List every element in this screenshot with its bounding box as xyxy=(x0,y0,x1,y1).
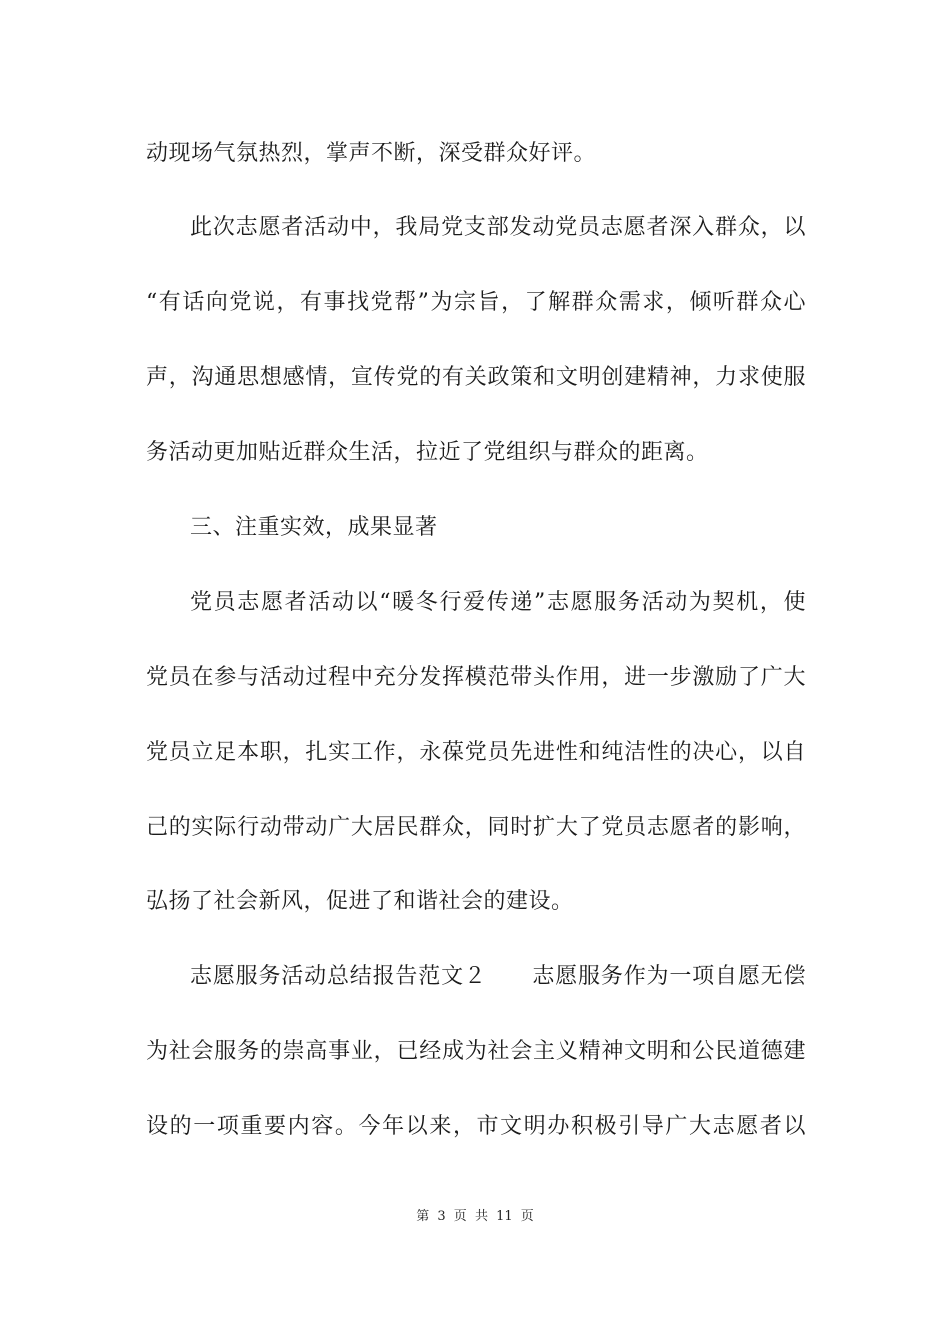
paragraph-line-1: 动现场气氛热烈，掌声不断，深受群众好评。 xyxy=(146,141,597,166)
paragraph-line-7: 党员志愿者活动以“暖冬行爱传递”志愿服务活动为契机，使 xyxy=(190,590,806,615)
paragraph-line-9: 党员立足本职，扎实工作，永葆党员先进性和纯洁性的决心，以自 xyxy=(146,740,806,765)
footer-suffix: 页 xyxy=(520,1209,534,1224)
footer-total-pages: 11 xyxy=(496,1209,513,1224)
footer-current-page: 3 xyxy=(437,1209,446,1224)
paragraph-line-4: 声，沟通思想感情，宣传党的有关政策和文明创建精神，力求使服 xyxy=(146,365,806,390)
paragraph-line-11: 弘扬了社会新风，促进了和谐社会的建设。 xyxy=(146,889,574,914)
footer-total-word: 共 xyxy=(474,1209,488,1224)
paragraph-line-13: 为社会服务的崇高事业，已经成为社会主义精神文明和公民道德建 xyxy=(146,1039,806,1064)
paragraph-line-14: 设的一项重要内容。今年以来，市文明办积极引导广大志愿者以 xyxy=(146,1114,806,1139)
section-heading: 三、注重实效，成果显著 xyxy=(190,515,438,540)
paragraph-line-3: “有话向党说，有事找党帮”为宗旨，了解群众需求，倾听群众心 xyxy=(146,290,806,315)
paragraph-line-12: 志愿服务活动总结报告范文２ 志愿服务作为一项自愿无偿 xyxy=(190,964,806,989)
paragraph-line-2: 此次志愿者活动中，我局党支部发动党员志愿者深入群众，以 xyxy=(190,215,806,240)
paragraph-line-5: 务活动更加贴近群众生活，拉近了党组织与群众的距离。 xyxy=(146,440,709,465)
paragraph-line-10: 己的实际行动带动广大居民群众，同时扩大了党员志愿者的影响， xyxy=(146,815,806,840)
page-footer xyxy=(0,1208,950,1226)
footer-prefix: 第 xyxy=(416,1209,430,1224)
paragraph-line-8: 党员在参与活动过程中充分发挥模范带头作用，进一步激励了广大 xyxy=(146,665,806,690)
footer-page-word: 页 xyxy=(453,1209,467,1224)
